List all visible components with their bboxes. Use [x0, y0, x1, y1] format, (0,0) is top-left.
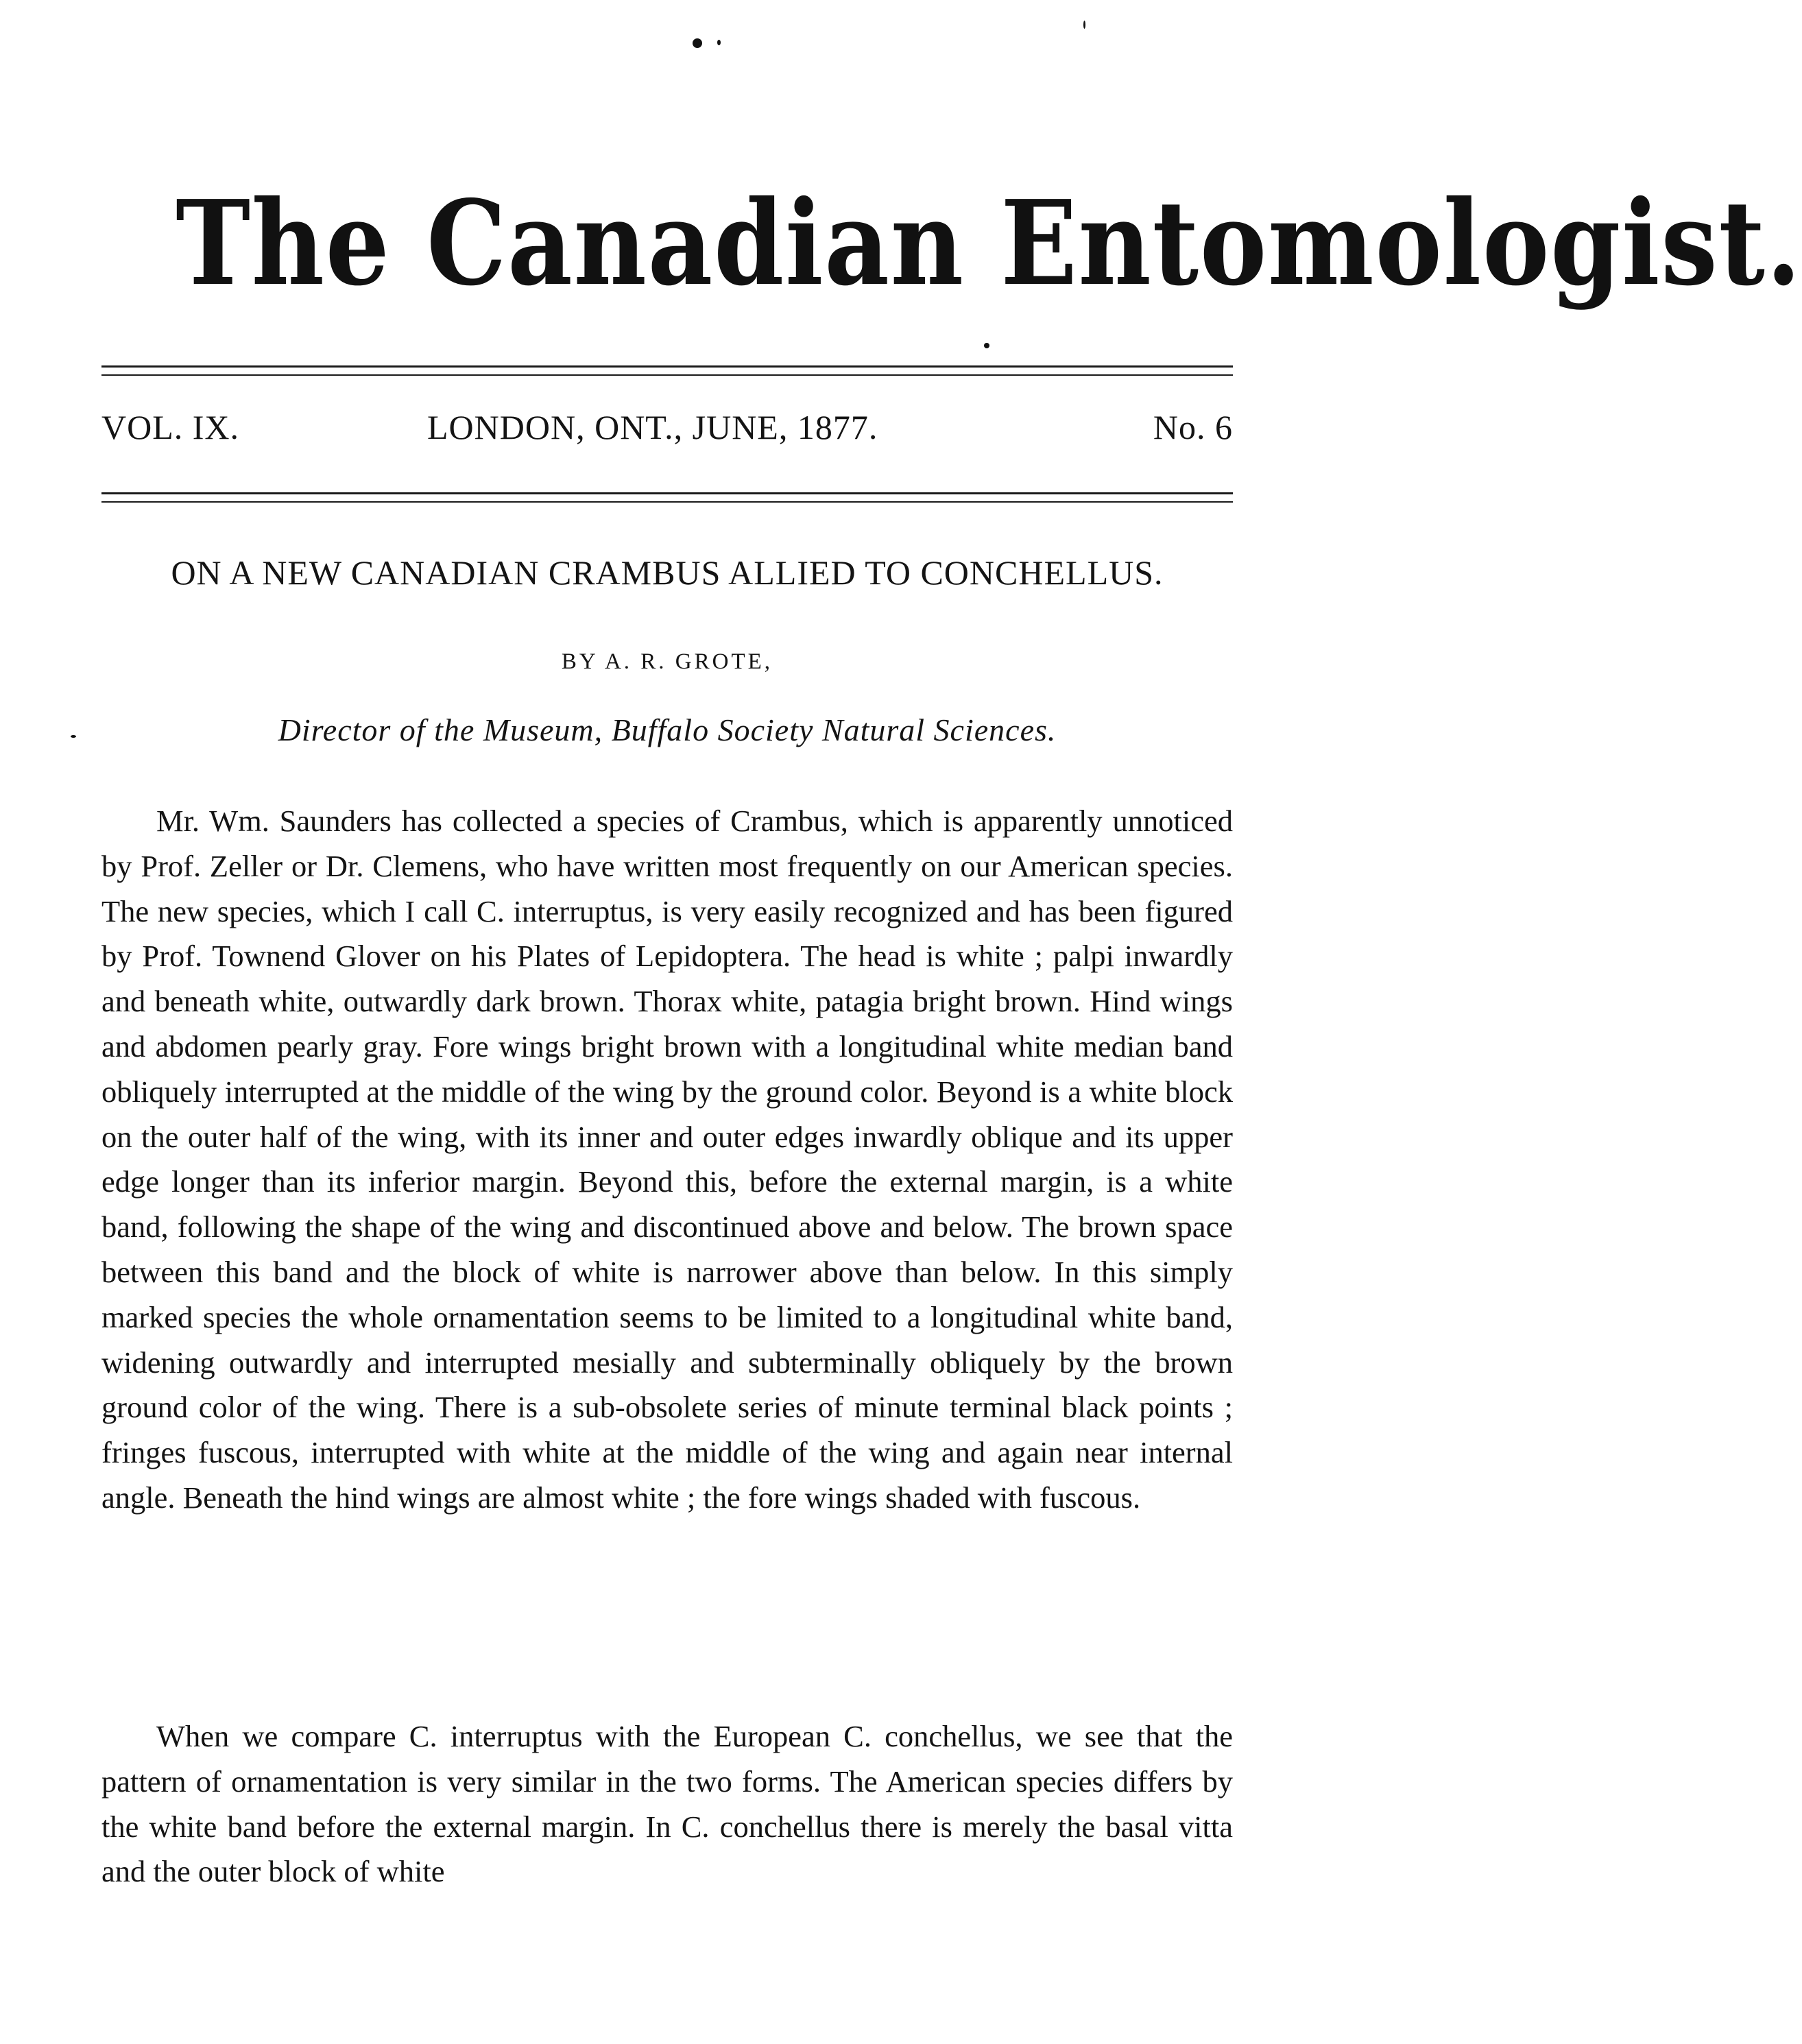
issue-number: No. 6	[1153, 408, 1233, 446]
ink-speck	[71, 735, 76, 738]
rule-top-2	[101, 374, 1233, 376]
ink-speck	[693, 38, 702, 48]
rule-bottom-1	[101, 492, 1233, 494]
author-byline: BY A. R. GROTE,	[561, 649, 773, 674]
paragraph-text: Mr. Wm. Saunders has collected a species of Crambus, which is apparently unnoticed by Prof. Zeller or Dr. Clemens, who have written most frequently on our American species. The new species, which I call C. interruptus, is very easily recognized and has been figured by Prof. Townend Glover on his Plates of Lepidoptera. The head is white ; palpi inwardly and beneath white, outwardly dark brown. Thorax white, patagia bright brown. Hind wings and abdomen pearly gray. Fore wings bright brown with a longitudinal white median band obliquely interrupted at the middle of the wing by the ground color. Beyond is a white block on the outer half of the wing, with its inner and outer edges inwardly oblique and its upper edge longer than its inferior margin. Beyond this, before the external margin, is a white band, following the shape of the wing and discontinued above and below. The brown space between this band and the block of white is narrower above than below. In this simply marked species the whole ornamentation seems to be limited to a longitudinal white band, widening outwardly and interrupted mesially and subterminally obliquely by the brown ground color of the wing. There is a sub-obsolete series of minute terminal black points ; fringes fuscous, interrupted with white at the middle of the wing and again near internal angle. Beneath the hind wings are almost white ; the fore wings shaded with fuscous.	[101, 804, 1233, 1515]
ink-speck	[984, 343, 989, 348]
ink-speck	[1083, 21, 1085, 29]
rule-top-1	[101, 365, 1233, 368]
body-paragraph-1	[101, 799, 1233, 1521]
article-title: ON A NEW CANADIAN CRAMBUS ALLIED TO CONCHELLUS.	[171, 553, 1164, 592]
author-affiliation: Director of the Museum, Buffalo Society Natural Sciences.	[278, 712, 1057, 747]
paragraph-text: When we compare C. interruptus with the European C. conchellus, we see that the pattern of ornamentation is very similar in the two forms. The American species differs by the white band before the external margin. In C. conchellus there is merely the basal vitta and the outer block of white	[101, 1719, 1233, 1889]
issue-line	[101, 403, 1233, 451]
journal-masthead: The Canadian Entomologist.	[176, 175, 1802, 312]
rule-bottom-2	[101, 501, 1233, 503]
volume-label: VOL. IX.	[101, 408, 240, 446]
body-paragraph-2	[101, 1714, 1233, 1895]
ink-speck	[717, 40, 721, 45]
place-date: LONDON, ONT., JUNE, 1877.	[427, 408, 878, 446]
